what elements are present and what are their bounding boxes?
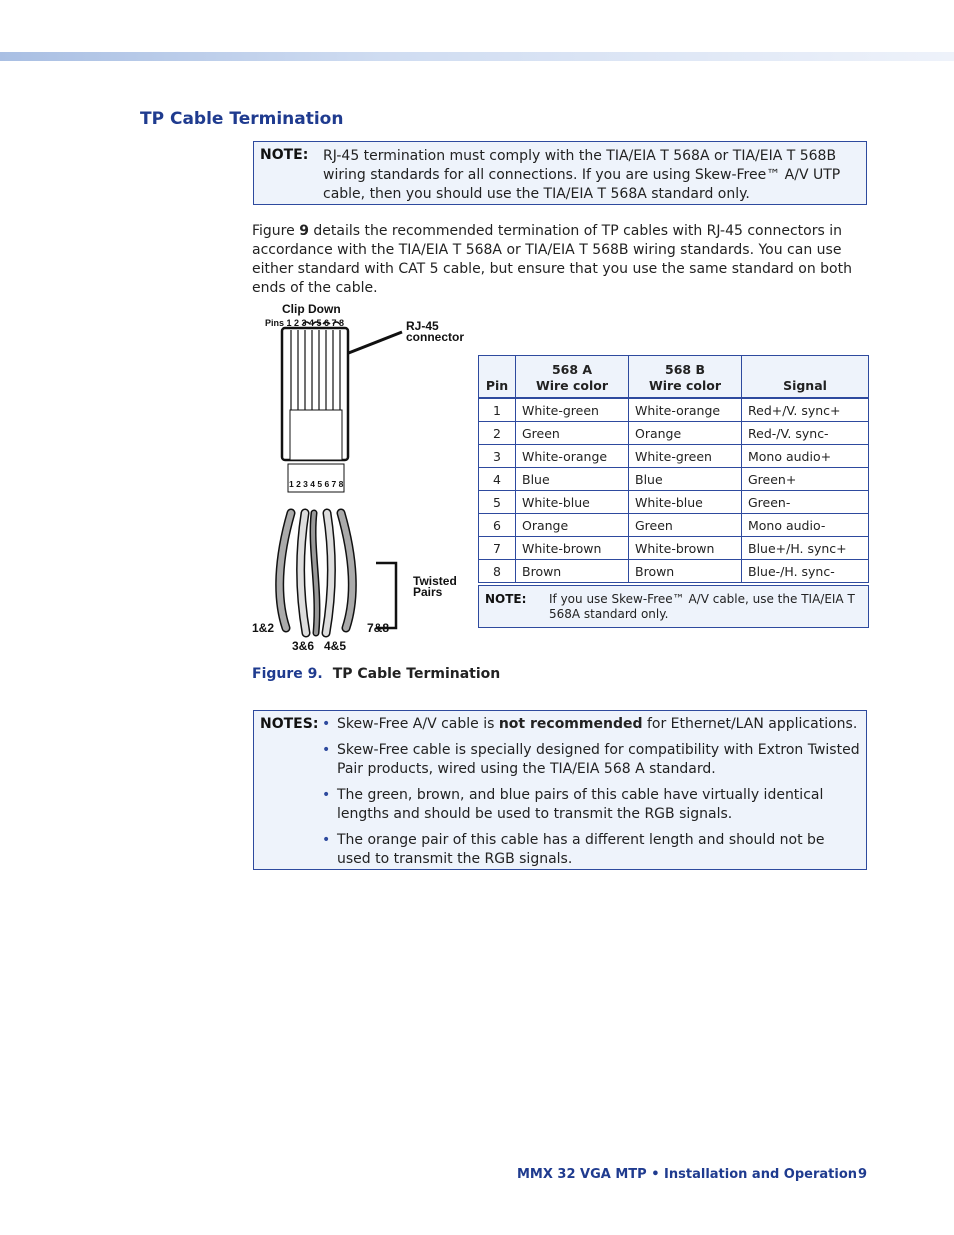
footer-title: MMX 32 VGA MTP • Installation and Operation bbox=[517, 1167, 858, 1182]
pair-12-label: 1&2 bbox=[252, 621, 275, 635]
cell-568a: Blue bbox=[516, 468, 629, 491]
col-568a bbox=[516, 356, 629, 399]
cell-signal: Blue-/H. sync- bbox=[742, 560, 869, 583]
list-item bbox=[322, 786, 860, 824]
cell-signal: Green+ bbox=[742, 468, 869, 491]
cell-pin: 6 bbox=[479, 514, 516, 537]
cell-568a: White-blue bbox=[516, 491, 629, 514]
note-item-1-bold: not recommended bbox=[498, 716, 643, 732]
clip-down-label: Clip Down bbox=[282, 302, 341, 316]
rj45-cable-diagram bbox=[248, 298, 474, 658]
col-568a-line1: 568 A bbox=[551, 362, 593, 377]
notes-label: NOTES: bbox=[260, 716, 319, 732]
pin-wiring-table bbox=[478, 355, 869, 583]
bullet-icon: • bbox=[322, 787, 331, 803]
note-item-2: Skew-Free cable is specially designed for compatibility with Extron Twisted Pair products, wired using the TIA/EIA 568 A standard. bbox=[337, 742, 860, 777]
bullet-icon: • bbox=[322, 742, 331, 758]
cell-568b: White-green bbox=[629, 445, 742, 468]
table-note-text: If you use Skew-Free™ A/V cable, use the TIA/EIA T 568A standard only. bbox=[549, 592, 855, 621]
section-title: TP Cable Termination bbox=[140, 109, 344, 129]
figure-title: TP Cable Termination bbox=[332, 666, 501, 682]
cell-pin: 7 bbox=[479, 537, 516, 560]
table-row bbox=[479, 398, 869, 422]
cell-568a: White-green bbox=[516, 398, 629, 422]
cell-pin: 1 bbox=[479, 398, 516, 422]
cell-signal: Mono audio- bbox=[742, 514, 869, 537]
note-text: RJ-45 termination must comply with the TIA/EIA T 568A or TIA/EIA T 568B wiring standards for all connections. If you are using Skew-Free™ A/V UTP cable, then you should use the TIA/EIA T 568A standard only. bbox=[323, 148, 841, 202]
list-item bbox=[322, 715, 860, 734]
table-row bbox=[479, 445, 869, 468]
cell-568b: White-orange bbox=[629, 398, 742, 422]
figure-caption bbox=[252, 666, 500, 682]
col-568b-line2: Wire color bbox=[648, 378, 722, 393]
cell-pin: 2 bbox=[479, 422, 516, 445]
list-item bbox=[322, 741, 860, 779]
note-item-3: The green, brown, and blue pairs of this cable have virtually identical lengths and should be used to transmit the RGB signals. bbox=[337, 787, 824, 822]
twisted-label: Twisted bbox=[413, 574, 457, 588]
bullet-icon: • bbox=[322, 832, 331, 848]
cell-signal: Red-/V. sync- bbox=[742, 422, 869, 445]
cable-jacket bbox=[290, 410, 342, 460]
note-item-4: The orange pair of this cable has a different length and should not be used to transmit the RGB signals. bbox=[337, 832, 825, 867]
col-pin: Pin bbox=[479, 356, 516, 399]
rj45-label: RJ-45 bbox=[406, 319, 439, 333]
rj45-pointer bbox=[346, 332, 402, 354]
col-signal: Signal bbox=[742, 356, 869, 399]
cell-signal: Red+/V. sync+ bbox=[742, 398, 869, 422]
table-row bbox=[479, 560, 869, 583]
para-post: details the recommended termination of TP cables with RJ-45 connectors in accordance with the TIA/EIA T 568A or TIA/EIA T 568B wiring standards. You can use either standard with CAT 5 cable, but ensure that you use the same standard on both ends of the cable. bbox=[252, 223, 852, 296]
cell-568b: White-blue bbox=[629, 491, 742, 514]
table-note-label: NOTE: bbox=[485, 592, 527, 606]
cell-568b: Blue bbox=[629, 468, 742, 491]
page-number: 9 bbox=[858, 1167, 868, 1182]
pairs-label: Pairs bbox=[413, 585, 443, 599]
table-note-box bbox=[478, 585, 869, 628]
table-row bbox=[479, 468, 869, 491]
cell-signal: Mono audio+ bbox=[742, 445, 869, 468]
cell-signal: Blue+/H. sync+ bbox=[742, 537, 869, 560]
cell-pin: 3 bbox=[479, 445, 516, 468]
cell-pin: 4 bbox=[479, 468, 516, 491]
notes-box bbox=[253, 710, 867, 870]
pair-36-label: 3&6 bbox=[292, 639, 315, 653]
twisted-wire-pairs bbox=[280, 513, 353, 633]
cell-568b: Orange bbox=[629, 422, 742, 445]
table-row bbox=[479, 514, 869, 537]
cell-568a: White-orange bbox=[516, 445, 629, 468]
cell-568b: Brown bbox=[629, 560, 742, 583]
notes-list bbox=[322, 715, 860, 876]
note-item-1-pre: Skew-Free A/V cable is bbox=[337, 716, 499, 732]
note-item-1-post: for Ethernet/LAN applications. bbox=[642, 716, 858, 732]
twisted-pairs-bracket bbox=[376, 563, 396, 628]
col-568a-line2: Wire color bbox=[535, 378, 609, 393]
intro-paragraph bbox=[252, 222, 864, 298]
cell-568b: Green bbox=[629, 514, 742, 537]
table-row bbox=[479, 537, 869, 560]
table-row bbox=[479, 491, 869, 514]
pins-label: Pins 1 2 3 4 5 6 7 8 bbox=[265, 318, 345, 328]
note-label: NOTE: bbox=[260, 147, 309, 163]
cell-pin: 8 bbox=[479, 560, 516, 583]
pin-numbers: 1 2 3 4 5 6 7 8 bbox=[289, 479, 344, 489]
cell-pin: 5 bbox=[479, 491, 516, 514]
connector-label: connector bbox=[406, 330, 465, 344]
note-box bbox=[253, 141, 867, 205]
cell-568a: White-brown bbox=[516, 537, 629, 560]
pair-45-label: 4&5 bbox=[324, 639, 347, 653]
cell-568a: Brown bbox=[516, 560, 629, 583]
para-pre: Figure bbox=[252, 223, 300, 239]
header-gradient-bar bbox=[0, 52, 954, 61]
pair-78-label: 7&8 bbox=[367, 621, 390, 635]
cell-568a: Green bbox=[516, 422, 629, 445]
col-568b-line1: 568 B bbox=[665, 362, 705, 377]
cell-signal: Green- bbox=[742, 491, 869, 514]
col-568b bbox=[629, 356, 742, 399]
bullet-icon: • bbox=[322, 716, 331, 732]
cell-568a: Orange bbox=[516, 514, 629, 537]
figure-number: Figure 9. bbox=[252, 666, 323, 682]
table-row bbox=[479, 422, 869, 445]
para-figure-ref: 9 bbox=[299, 223, 309, 239]
cell-568b: White-brown bbox=[629, 537, 742, 560]
table-header-row bbox=[479, 356, 869, 399]
list-item bbox=[322, 831, 860, 869]
